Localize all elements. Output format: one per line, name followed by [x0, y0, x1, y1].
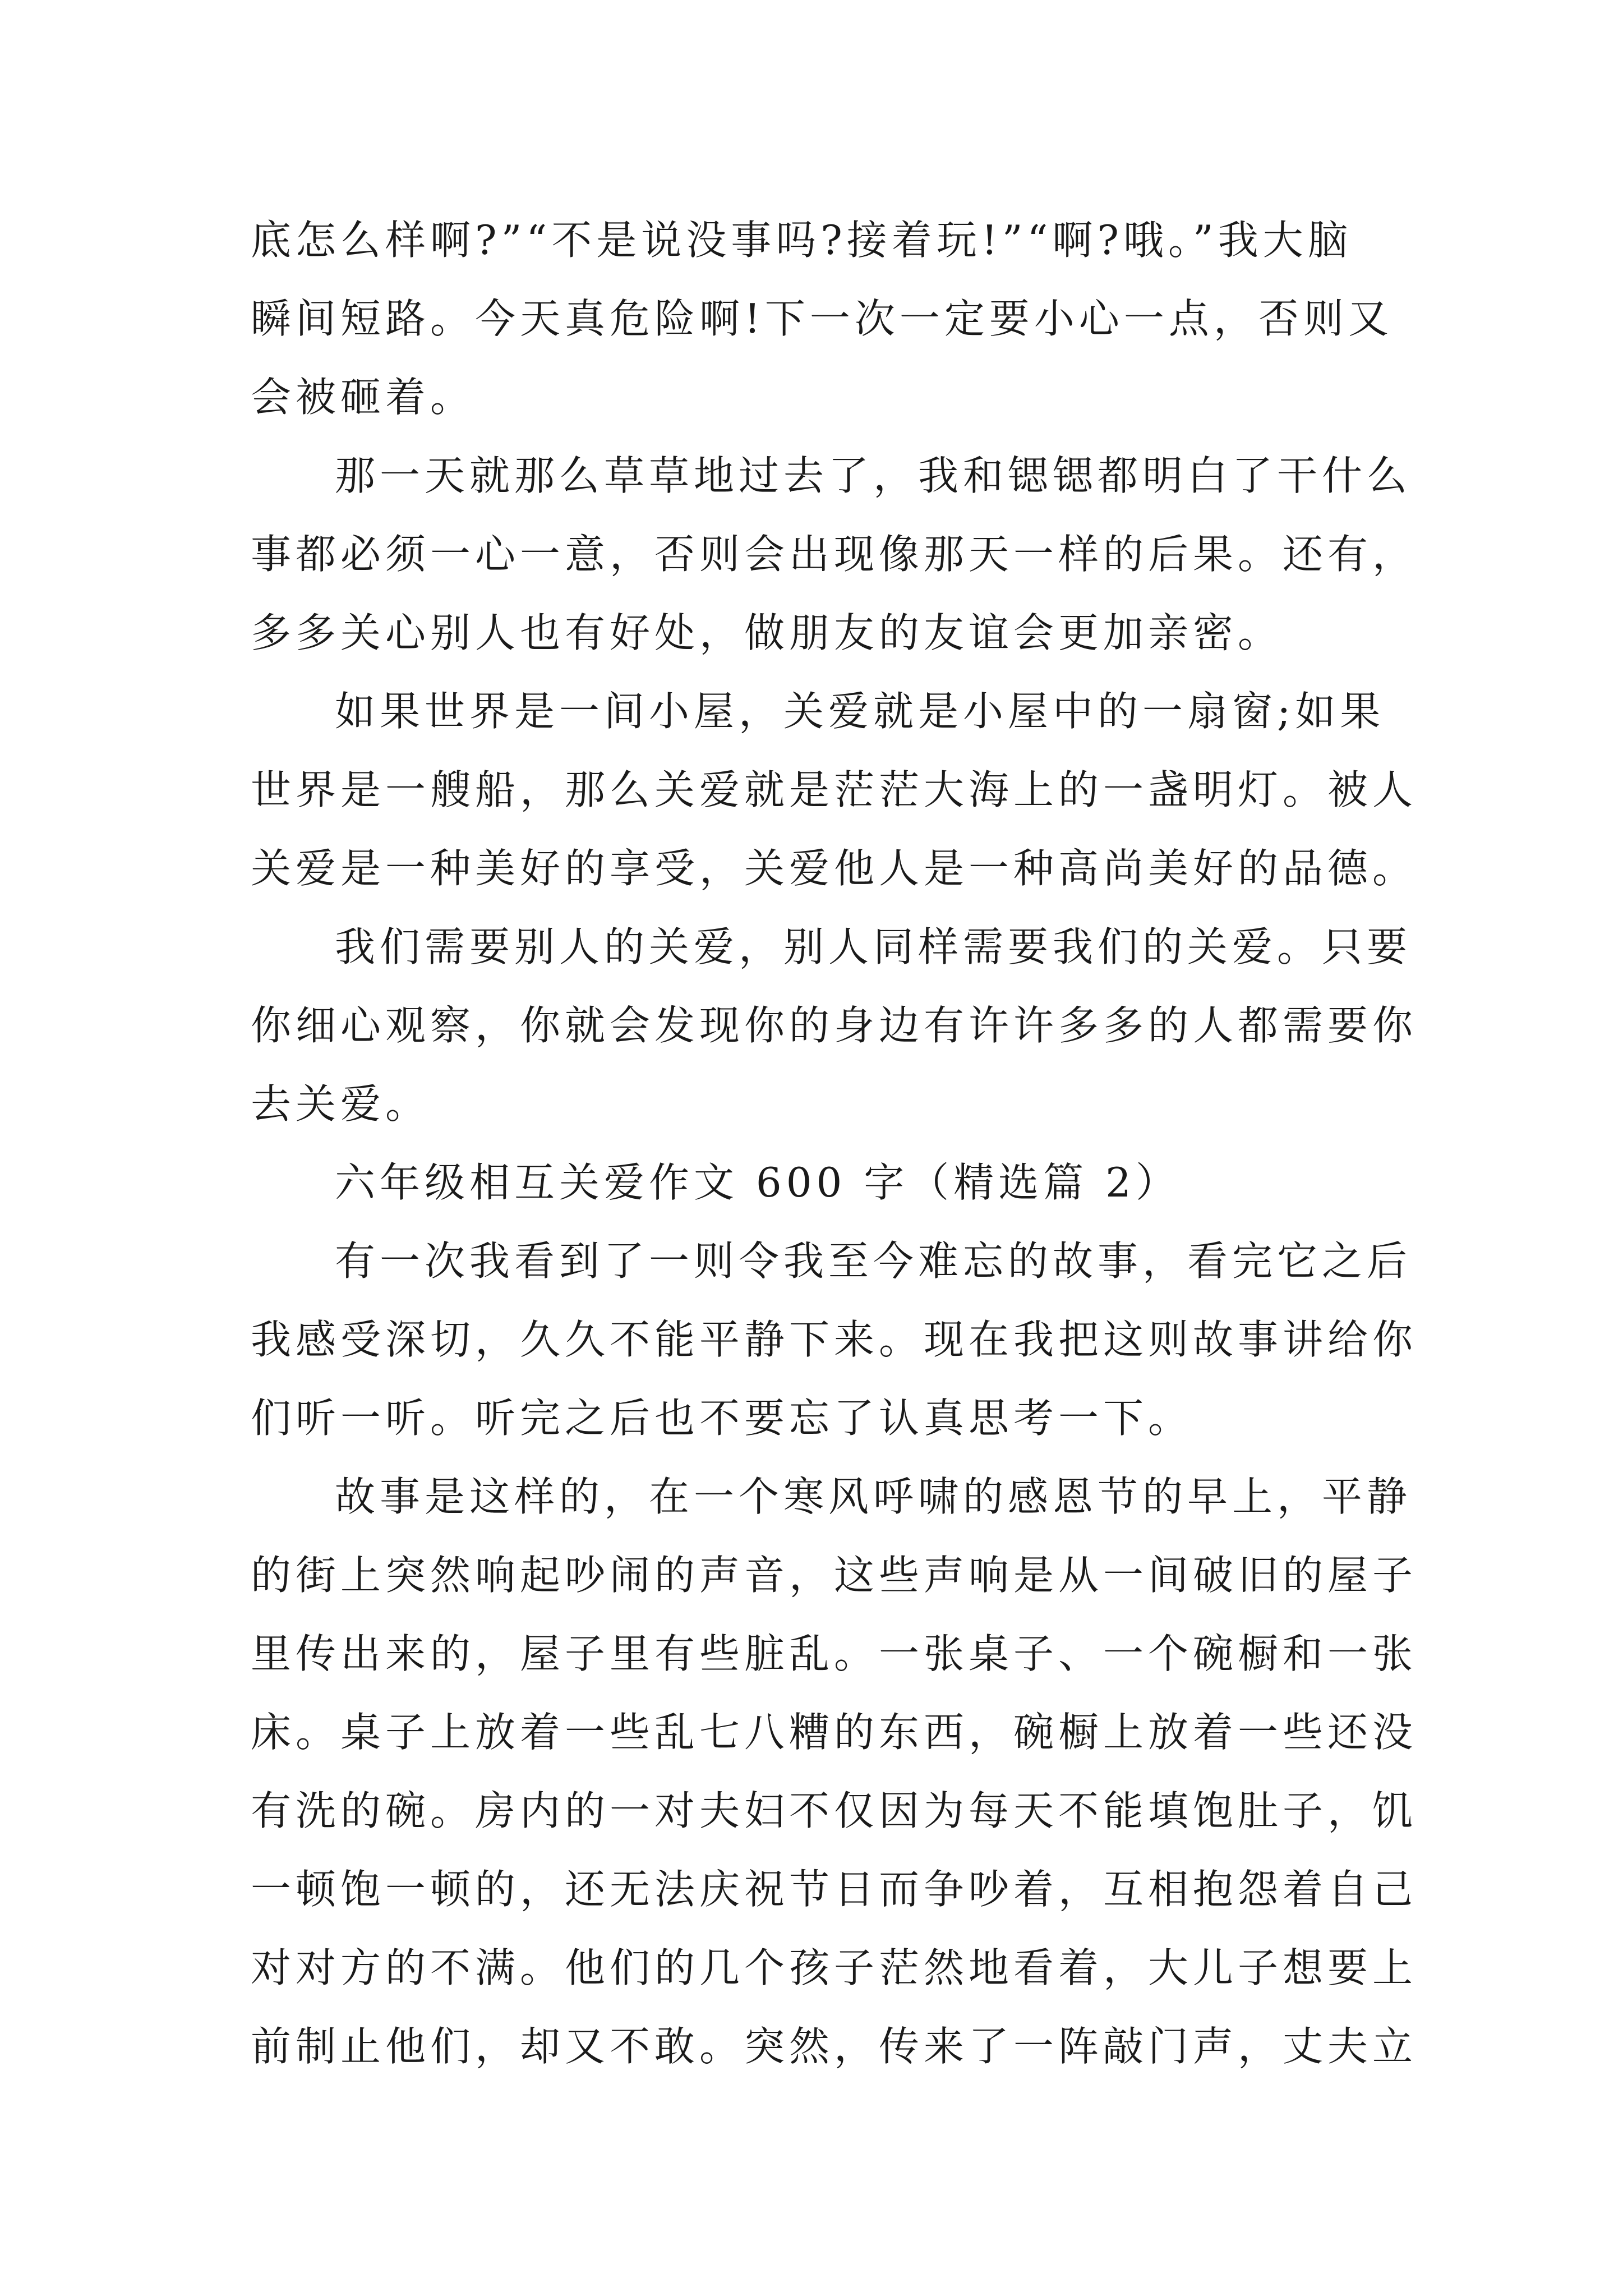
text-line: 我感受深切，久久不能平静下来。现在我把这则故事讲给你	[251, 1316, 1418, 1363]
text-line: 那一天就那么草草地过去了，我和锶锶都明白了干什么	[335, 452, 1412, 499]
text-line: 你细心观察，你就会发现你的身边有许许多多的人都需要你	[251, 1002, 1418, 1049]
text-line: 里传出来的，屋子里有些脏乱。一张桌子、一个碗橱和一张	[251, 1630, 1418, 1677]
text-line: 多多关心别人也有好处，做朋友的友谊会更加亲密。	[251, 609, 1283, 656]
text-line: 底怎么样啊?”“不是说没事吗?接着玩!”“啊?哦。”我大脑	[251, 217, 1353, 264]
text-line: 故事是这样的，在一个寒风呼啸的感恩节的早上，平静	[335, 1473, 1412, 1520]
text-line: 一顿饱一顿的，还无法庆祝节日而争吵着，互相抱怨着自己	[251, 1866, 1418, 1913]
text-line: 世界是一艘船，那么关爱就是茫茫大海上的一盏明灯。被人	[251, 766, 1418, 813]
text-line: 关爱是一种美好的享受，关爱他人是一种高尚美好的品德。	[251, 845, 1418, 892]
text-line: 会被砸着。	[251, 374, 476, 421]
text-line: 我们需要别人的关爱，别人同样需要我们的关爱。只要	[335, 923, 1412, 970]
text-line: 有一次我看到了一则令我至今难忘的故事，看完它之后	[335, 1237, 1412, 1285]
text-line: 事都必须一心一意，否则会出现像那天一样的后果。还有，	[251, 531, 1418, 578]
text-line: 前制止他们，却又不敢。突然，传来了一阵敲门声，丈夫立	[251, 2023, 1418, 2070]
text-line: 对对方的不满。他们的几个孩子茫然地看着，大儿子想要上	[251, 1944, 1418, 1991]
text-line: 去关爱。	[251, 1080, 431, 1128]
text-line: 如果世界是一间小屋，关爱就是小屋中的一扇窗;如果	[335, 688, 1385, 735]
text-line: 有洗的碗。房内的一对夫妇不仅因为每天不能填饱肚子，饥	[251, 1787, 1418, 1834]
text-line: 瞬间短路。今天真危险啊!下一次一定要小心一点，否则又	[251, 295, 1393, 342]
text-line: 床。桌子上放着一些乱七八糟的东西，碗橱上放着一些还没	[251, 1709, 1418, 1756]
section-heading: 六年级相互关爱作文 600 字（精选篇 2）	[335, 1159, 1181, 1206]
text-line: 们听一听。听完之后也不要忘了认真思考一下。	[251, 1395, 1193, 1442]
text-line: 的街上突然响起吵闹的声音，这些声响是从一间破旧的屋子	[251, 1552, 1418, 1599]
